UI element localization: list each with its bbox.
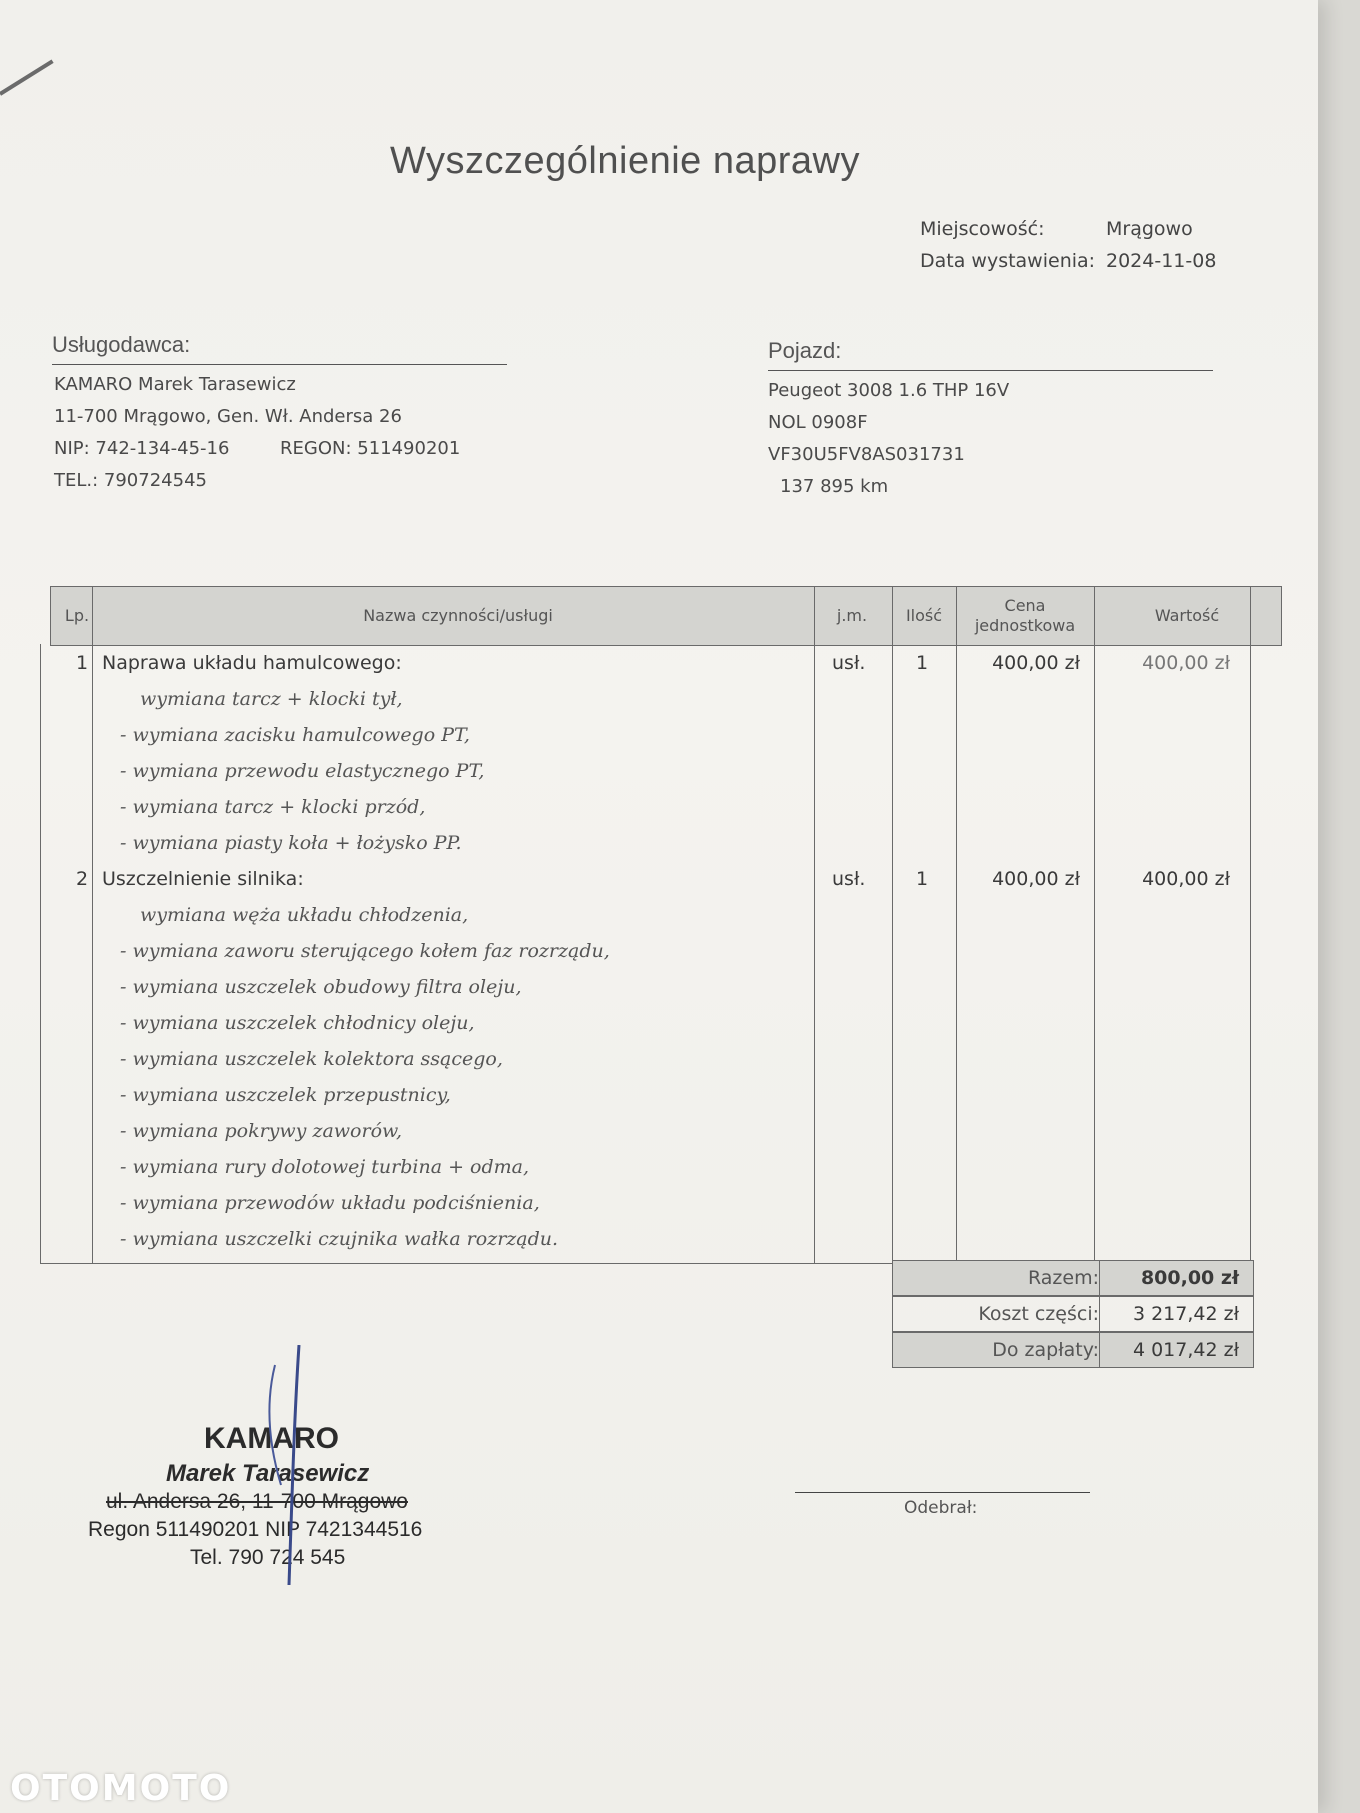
totals-due-value: 4 017,42 zł [1132,1339,1239,1361]
stamp-company: KAMARO [204,1422,339,1455]
document-title: Wyszczególnienie naprawy [390,140,860,182]
received-label: Odebrał: [904,1498,978,1518]
provider-regon: REGON: 511490201 [280,438,461,459]
item1-qty: 1 [916,652,929,674]
stamp-tel: Tel. 790 724 545 [190,1546,346,1569]
item2-qty: 1 [916,868,929,890]
item2-sub-7: - wymiana pokrywy zaworów, [120,1120,403,1142]
item2-sub-9: - wymiana przewodów układu podciśnienia, [120,1192,540,1214]
item2-sub-4: - wymiana uszczelek chłodnicy oleju, [120,1012,475,1034]
item2-sub-8: - wymiana rury dolotowej turbina + odma, [120,1156,530,1178]
vehicle-model: Peugeot 3008 1.6 THP 16V [768,380,1010,401]
totals-sep [1099,1261,1100,1295]
date-label: Data wystawienia: [920,250,1096,272]
totals-sum-label: Razem: [1028,1267,1099,1289]
header-qty: Ilość [905,606,943,625]
totals-sep [1099,1297,1100,1331]
item1-unit: usł. [832,652,866,674]
item1-lp: 1 [76,652,89,674]
item2-lp: 2 [76,868,89,890]
otomoto-watermark: OTOMOTO [10,1768,232,1809]
totals-parts-value: 3 217,42 zł [1132,1303,1239,1325]
totals-sep [1099,1333,1100,1367]
vehicle-rule [768,370,1213,371]
col-line-qty [956,586,957,1264]
header-lp: Lp. [64,606,90,625]
header-price-line1: Cena [1004,596,1046,615]
item1-sub-1: wymiana tarcz + klocki tył, [140,688,403,710]
vehicle-plate: NOL 0908F [768,412,868,433]
totals-due-row [892,1332,1254,1368]
header-value: Wartość [1154,606,1220,625]
totals-sum-value: 800,00 zł [1140,1267,1239,1289]
place-value: Mrągowo [1106,218,1193,240]
totals-parts-label: Koszt części: [978,1303,1099,1325]
item1-name: Naprawa układu hamulcowego: [102,652,402,674]
item1-sub-5: - wymiana piasty koła + łożysko PP. [120,832,462,854]
totals-sum-row [892,1260,1254,1296]
header-price [957,587,1093,645]
col-line-name [814,586,815,1264]
col-line-lp [92,586,93,1264]
item2-sub-10: - wymiana uszczelki czujnika wałka rozrządu. [120,1228,559,1250]
provider-address: 11-700 Mrągowo, Gen. Wł. Andersa 26 [54,406,402,427]
header-name: Nazwa czynności/usługi [363,606,553,625]
item2-price: 400,00 zł [992,868,1080,890]
item2-sub-5: - wymiana uszczelek kolektora ssącego, [120,1048,503,1070]
item1-sub-3: - wymiana przewodu elastycznego PT, [120,760,485,782]
col-line-price [1094,586,1095,1264]
totals-due-label: Do zapłaty: [992,1339,1099,1361]
place-label: Miejscowość: [920,218,1045,240]
vehicle-vin: VF30U5FV8AS031731 [768,444,965,465]
item2-unit: usł. [832,868,866,890]
item2-sub-3: - wymiana uszczelek obudowy filtra oleju, [120,976,522,998]
provider-tel: TEL.: 790724545 [54,470,207,491]
header-price-line2: jednostkowa [974,616,1076,635]
stamp-ids: Regon 511490201 NIP 7421344516 [88,1518,423,1541]
item2-value: 400,00 zł [1142,868,1230,890]
received-line [795,1492,1090,1493]
provider-nip: NIP: 742-134-45-16 [54,438,230,459]
date-value: 2024-11-08 [1106,250,1217,272]
totals-parts-row [892,1296,1254,1332]
pen-mark [0,59,54,95]
vehicle-mileage: 137 895 km [780,476,889,497]
item1-sub-2: - wymiana zacisku hamulcowego PT, [120,724,470,746]
header-unit: j.m. [836,606,868,625]
signature-mark [255,1345,335,1585]
vehicle-heading: Pojazd: [768,338,842,363]
item1-value: 400,00 zł [1142,652,1230,674]
place-row [920,218,1193,240]
item2-name: Uszczelnienie silnika: [102,868,304,890]
repair-table [40,586,1248,1262]
provider-name: KAMARO Marek Tarasewicz [54,374,296,395]
item1-price: 400,00 zł [992,652,1080,674]
item2-sub-2: - wymiana zaworu sterującego kołem faz rozrządu, [120,940,610,962]
date-row [920,250,1217,272]
item1-sub-4: - wymiana tarcz + klocki przód, [120,796,426,818]
col-line-left [40,644,41,1264]
item2-sub-6: - wymiana uszczelek przepustnicy, [120,1084,451,1106]
provider-heading: Usługodawca: [52,332,191,357]
item2-sub-1: wymiana węża układu chłodzenia, [140,904,469,926]
table-header [50,586,1282,646]
stamp-address: ul. Andersa 26, 11-700 Mrągowo [106,1490,408,1513]
col-line-unit [892,586,893,1264]
stamp-owner: Marek Tarasewicz [166,1460,370,1487]
col-line-right [1250,586,1251,1264]
provider-rule [52,364,507,365]
